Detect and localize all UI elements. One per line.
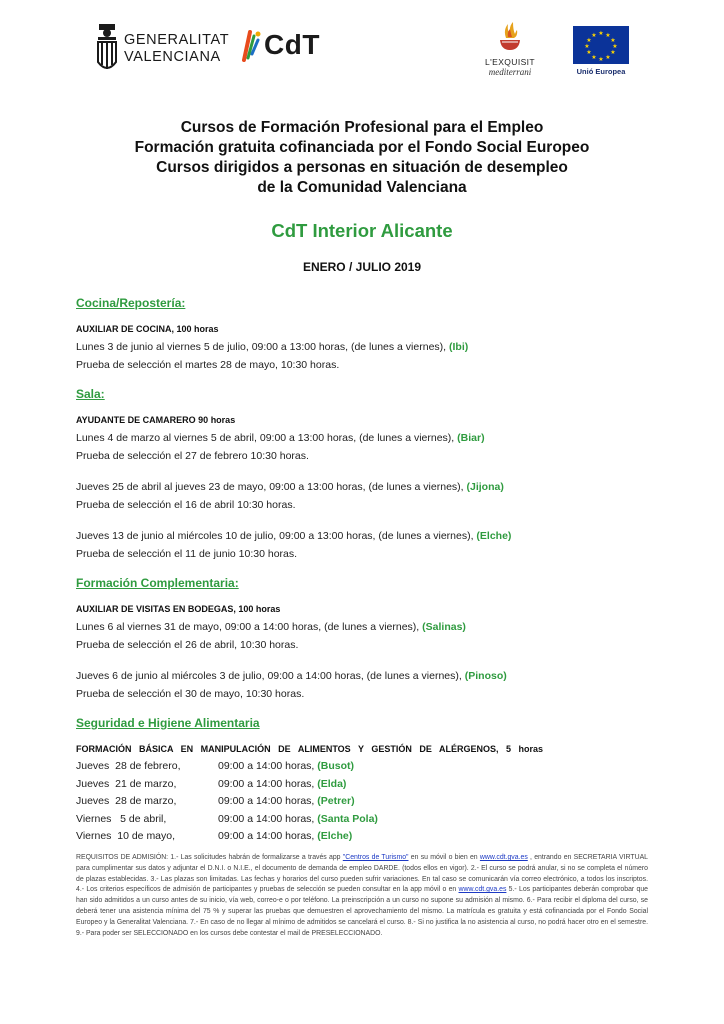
session-time: 09:00 a 14:00 horas, bbox=[218, 812, 318, 825]
centre-title: CdT Interior Alicante bbox=[271, 220, 453, 241]
cdt-wordmark: CdT bbox=[264, 29, 320, 60]
selection-test: Prueba de selección el 30 de mayo, 10:30 horas. bbox=[76, 688, 305, 700]
section-cocina bbox=[76, 296, 656, 374]
svg-text:★: ★ bbox=[610, 49, 616, 56]
eu-logo bbox=[572, 26, 630, 76]
selection-test: Prueba de selección el 26 de abril, 10:30 horas. bbox=[76, 639, 299, 651]
svg-text:★: ★ bbox=[591, 54, 597, 61]
course-name: AUXILIAR DE VISITAS EN BODEGAS, 100 horas bbox=[76, 604, 281, 614]
svg-text:★: ★ bbox=[598, 30, 604, 37]
course-listing bbox=[76, 296, 656, 858]
selection-test: Prueba de selección el martes 28 de mayo, 10:30 horas. bbox=[76, 359, 340, 371]
session-time: 09:00 a 14:00 horas, bbox=[218, 777, 318, 790]
cdt-logo bbox=[240, 28, 320, 62]
app-link[interactable]: "Centros de Turismo" bbox=[342, 854, 409, 861]
heading-line: de la Comunidad Valenciana bbox=[257, 179, 467, 196]
svg-text:★: ★ bbox=[610, 37, 616, 44]
edition-location: (Jijona) bbox=[466, 481, 504, 493]
edition-dates: Jueves 25 de abril al jueves 23 de mayo, 09:00 a 13:00 horas, (de lunes a viernes), bbox=[76, 481, 467, 493]
edition-location: (Elche) bbox=[476, 530, 512, 542]
session-day: Jueves 28 de febrero, bbox=[76, 760, 184, 772]
session-time: 09:00 a 14:00 horas, bbox=[218, 795, 318, 807]
edition-dates: Jueves 6 de junio al miércoles 3 de julio, 09:00 a 14:00 horas, (de lunes a viernes), bbox=[76, 670, 465, 682]
edition-dates: Jueves 13 de junio al miércoles 10 de julio, 09:00 a 13:00 horas, (de lunes a viernes), bbox=[76, 530, 477, 542]
course-edition bbox=[76, 527, 656, 563]
session-list bbox=[76, 758, 656, 846]
session-row bbox=[76, 793, 656, 811]
section-title: Formación Complementaria: bbox=[76, 576, 239, 590]
session-row bbox=[76, 828, 656, 846]
selection-test: Prueba de selección el 11 de junio 10:30 horas. bbox=[76, 548, 298, 560]
eu-flag-icon bbox=[573, 26, 629, 64]
course-name: FORMACIÓN BÁSICA EN MANIPULACIÓN DE ALIMENTOS Y GESTIÓN DE ALÉRGENOS, 5 horas bbox=[76, 744, 544, 754]
svg-text:★: ★ bbox=[612, 43, 618, 50]
period-label: ENERO / JULIO 2019 bbox=[302, 260, 422, 274]
heading-line: Cursos de Formación Profesional para el Empleo bbox=[180, 119, 544, 136]
svg-text:★: ★ bbox=[584, 43, 590, 50]
svg-text:★: ★ bbox=[591, 32, 597, 39]
session-time: 09:00 a 14:00 horas, bbox=[218, 830, 318, 842]
section-complementaria bbox=[76, 576, 656, 703]
svg-text:★: ★ bbox=[605, 32, 611, 39]
section-seguridad bbox=[76, 716, 656, 846]
exquisit-logo bbox=[478, 20, 542, 77]
edition-location: (Biar) bbox=[457, 432, 485, 444]
svg-text:★: ★ bbox=[586, 49, 592, 56]
document-heading bbox=[0, 118, 724, 198]
edition-dates: Lunes 3 de junio al viernes 5 de julio, 09:00 a 13:00 horas, (de lunes a viernes), bbox=[76, 341, 449, 353]
section-sala bbox=[76, 387, 656, 563]
section-title: Cocina/Repostería: bbox=[76, 296, 186, 310]
exquisit-subtitle: mediterrani bbox=[488, 67, 532, 77]
heading-line: Cursos dirigidos a personas en situación de desempleo bbox=[156, 159, 568, 176]
course-edition bbox=[76, 338, 656, 374]
course-edition bbox=[76, 618, 656, 654]
edition-dates: Lunes 6 al viernes 31 de mayo, 09:00 a 14:00 horas, (de lunes a viernes), bbox=[76, 621, 423, 633]
admission-requirements: REQUISITOS DE ADMISIÓN: 1.- Las solicitudes habrán de formalizarse a través app "Centros de Turismo" en su móvil o bien en www.cdt.gva.es , entrando en SECRETARIA VIRTUAL para cumplimentar sus datos y adjuntar el D.N.I. o N.I.E., el documento de demanda de empleo DARDE. (todos ellos en vigor). 2.- El curso se podrá anular, si no se completa el número de plazas establecidas. 3.- Las plazas son limitadas. Las fechas y horarios del curso pueden sufrir variaciones. En tal caso se comunicarán vía correo electrónico, a todos los inscriptos. 4.- Los criterios específicos de admisión de participantes y pruebas de selección se pueden consultar en la app móvil o en www.cdt.gva.es 5.- Los participantes deberán comprobar que han sido admitidos a un curso antes de su inicio, vía web, correo-e o por teléfono. La preinscripción a un curso no supone su admisión al mismo. 6.- Para recibir el diploma del curso, se deberá tener una asistencia mínima del 75 % y superar las pruebas que demuestren el aprovechamiento del mismo. La matrícula es gratuita y está cofinanciada por el Fondo Social Europeo y la Generalitat Valenciana. 7.- En caso de no llegar al mínimo de admitidos se cancelará el curso. 8.- Si no justifica la no asistencia al curso, no podrá hacer otro en el semestre. 9.- Para poder ser SELECCIONADO en los cursos debe contestar el mail de PRESELECCIONADO. bbox=[76, 854, 648, 937]
session-day: Jueves 21 de marzo, bbox=[76, 777, 183, 790]
generalitat-logo bbox=[96, 22, 229, 76]
section-title: Sala: bbox=[76, 387, 105, 401]
session-day: Viernes 5 de abril, bbox=[76, 812, 176, 825]
course-edition bbox=[76, 478, 656, 514]
edition-dates: Lunes 4 de marzo al viernes 5 de abril, 09:00 a 13:00 horas, (de lunes a viernes), bbox=[76, 432, 458, 444]
session-location: (Elda) bbox=[317, 777, 347, 790]
session-row bbox=[76, 776, 656, 794]
svg-text:★: ★ bbox=[586, 37, 592, 44]
session-row bbox=[76, 758, 656, 776]
svg-text:★: ★ bbox=[605, 54, 611, 61]
coat-of-arms-icon bbox=[96, 22, 118, 76]
session-time: 09:00 a 14:00 horas, bbox=[218, 760, 318, 772]
course-name: AYUDANTE DE CAMARERO 90 horas bbox=[76, 415, 236, 425]
section-title: Seguridad e Higiene Alimentaria bbox=[76, 716, 260, 730]
cdt-swoosh-icon bbox=[240, 28, 262, 62]
edition-location: (Pinoso) bbox=[464, 670, 507, 682]
flame-bowl-icon bbox=[497, 20, 523, 52]
selection-test: Prueba de selección el 27 de febrero 10:30 horas. bbox=[76, 450, 309, 462]
course-edition bbox=[76, 429, 656, 465]
session-day: Jueves 28 de marzo, bbox=[76, 795, 183, 807]
exquisit-name: L'EXQUISIT bbox=[484, 57, 536, 67]
session-location: (Busot) bbox=[317, 760, 354, 772]
session-row bbox=[76, 811, 656, 829]
session-location: (Petrer) bbox=[317, 795, 355, 807]
session-location: (Santa Pola) bbox=[317, 812, 378, 825]
edition-location: (Salinas) bbox=[422, 621, 466, 633]
selection-test: Prueba de selección el 16 de abril 10:30 horas. bbox=[76, 499, 296, 511]
generalitat-wordmark: GENERALITAT VALENCIANA bbox=[124, 32, 230, 65]
svg-text:★: ★ bbox=[598, 56, 604, 63]
website-link[interactable]: www.cdt.gva.es bbox=[458, 886, 507, 894]
eu-name: Unió Europea bbox=[576, 67, 626, 76]
course-name: AUXILIAR DE COCINA, 100 horas bbox=[76, 324, 219, 334]
heading-line: Formación gratuita cofinanciada por el Fondo Social Europeo bbox=[134, 139, 590, 156]
session-day: Viernes 10 de mayo, bbox=[76, 830, 181, 842]
session-location: (Elche) bbox=[317, 830, 353, 842]
course-edition bbox=[76, 667, 656, 703]
edition-location: (Ibi) bbox=[449, 341, 469, 353]
website-link[interactable]: www.cdt.gva.es bbox=[479, 854, 528, 861]
